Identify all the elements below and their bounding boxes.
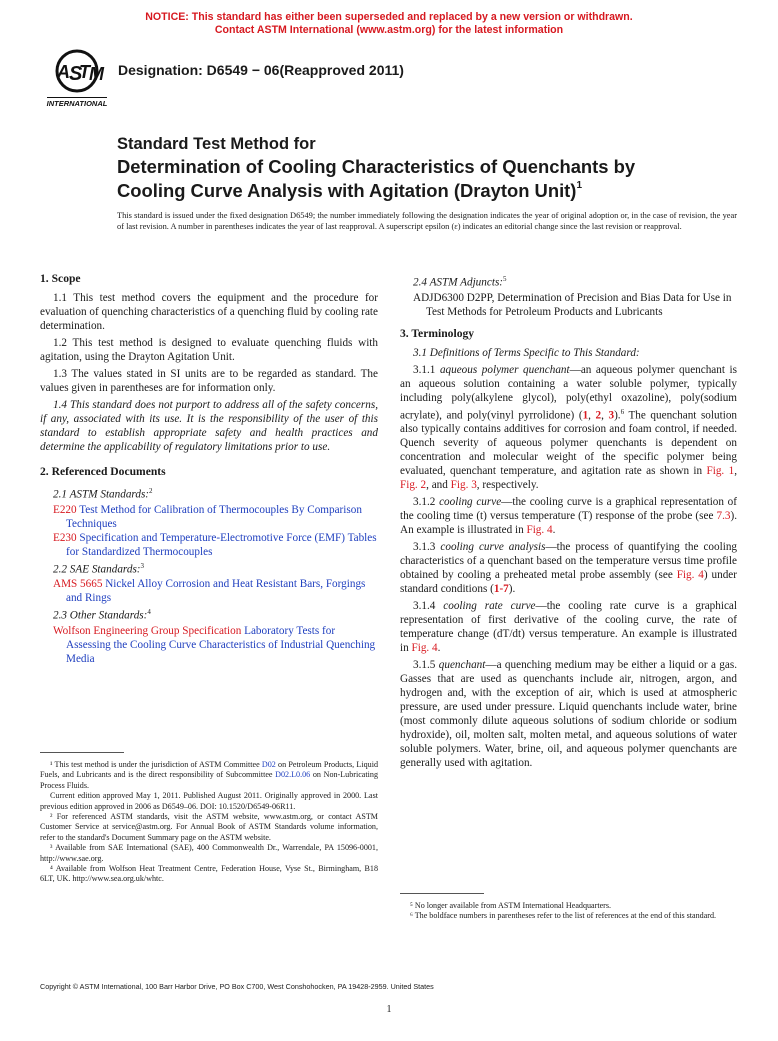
link-wolfson-title[interactable]: Laboratory Tests for Assessing the Cooling Curve Characteristics of Industrial Quenching Media: [66, 625, 376, 666]
footnote-1-current: Current edition approved May 1, 2011. Published August 2011. Originally approved in 2000. Last previous edition approved in 2006 as D6549–06. DOI: 10.1520/D6549-06R11.: [40, 791, 378, 811]
para-1-2: 1.2 This test method is designed to evaluate quenching fluids with agitation, using the Drayton Agitation Unit.: [40, 337, 378, 363]
fig4-link-b[interactable]: Fig. 4: [676, 569, 704, 582]
issued-note: This standard is issued under the fixed designation D6549; the number immediately following the designation indicates the year of original adoption or, in the case of revision, the year of last revision. A number in parentheses indicates the year of last reapproval. A superscript epsilon (ε) indicates an editorial change since the last revision or reapproval.: [117, 211, 737, 231]
para-3-1-4: 3.1.4 cooling rate curve—the cooling rate curve is a graphical representation of first derivative of the cooling curve, the rate of temperature change (dT/dt) versus temperature. An example is illustrated in Fig. 4.: [400, 600, 737, 655]
scope-heading: 1. Scope: [40, 272, 81, 285]
ref-link-3[interactable]: 3: [608, 409, 615, 422]
page-number: 1: [386, 1004, 392, 1015]
ref-e230: [53, 531, 378, 559]
ref-link-2[interactable]: 2: [595, 409, 602, 422]
para-1-4: 1.4 This standard does not purport to address all of the safety concerns, if any, associated with its use. It is the responsibility of the user of this standard to establish appropriate safety and health practices and determine the applicability of regulatory limitations prior to use.: [40, 399, 378, 453]
link-d02-l0-06[interactable]: D02.L0.06: [275, 770, 311, 780]
para-3-1-3: 3.1.3 cooling curve analysis—the process of quantifying the cooling characteristics of a quenchant based on the temperature versus time profile obtained by cooling a preheated metal probe assembly (see Fig. 4) under standard conditions (1-7).: [400, 541, 738, 596]
astm-standards-label: 2.1 ASTM Standards:$^2$: [53, 487, 153, 501]
para-1-3: 1.3 The values stated in SI units are to be regarded as standard. The values given in parentheses are for information only.: [40, 368, 378, 394]
link-e230-title[interactable]: Specification and Temperature-Electromotive Force (EMF) Tables for Standardized Thermocouples: [66, 531, 377, 558]
para-3-1: 3.1 Definitions of Terms Specific to This Standard:: [413, 346, 640, 359]
fig3-link[interactable]: Fig. 3: [450, 479, 477, 492]
footnote-rule-right: [400, 893, 484, 894]
link-wolfson[interactable]: Wolfson Engineering Group Specification: [53, 625, 242, 638]
section-7-3-link[interactable]: 7.3: [716, 510, 731, 523]
logo-text: INTERNATIONAL: [46, 99, 108, 108]
adjunct-adjd6300: ADJD6300 D2PP, Determination of Precision and Bias Data for Use in Test Methods for Petroleum Products and Lubricants: [413, 291, 732, 318]
footnotes-right: [400, 901, 737, 922]
terminology-heading: 3. Terminology: [400, 326, 475, 340]
ref-link-1-7[interactable]: 1-7: [493, 583, 509, 596]
footnote-4: ⁴ Available from Wolfson Heat Treatment Centre, Federation House, Vyse St., Birmingham, B18 6LT, UK. http://www.sea.org.uk/whtc.: [40, 864, 378, 884]
link-ams5665-title[interactable]: Nickel Alloy Corrosion and Heat Resistant Bars, Forgings and Rings: [66, 578, 366, 605]
right-column: [400, 272, 737, 773]
footnote-2: ² For referenced ASTM standards, visit the ASTM website, www.astm.org, or contact ASTM Customer Service at service@astm.org. For Annual Book of ASTM Standards volume information, refer to the standard's Document Summary page on the ASTM website.: [40, 812, 378, 842]
footnote-rule-left: [40, 752, 124, 753]
designation: Designation: D6549 − 06(Reapproved 2011): [118, 62, 404, 78]
notice-line-1: NOTICE: This standard has either been superseded and replaced by a new version or withdrawn.: [145, 11, 633, 23]
para-3-1-2: 3.1.2 cooling curve—the cooling curve is a graphical representation of the cooling time (t) versus temperature (T) response of the probe (see 7.3). An example is illustrated in Fig. 4.: [400, 496, 737, 537]
para-3-1-1: 3.1.1 aqueous polymer quenchant—an aqueous polymer quenchant is an aqueous solution containing a water soluble polymer, typically including poly(alkylene glycol), poly(ethyl oxazoline), poly(sodium acrylate), and poly(vinyl pyrrolidone) (1, 2, 3).$^6$ The quenchant solution also typically contains additives for corrosion and foam control, if needed. Quench severity of aqueous polymer quenchants is dependent on concentration and molecular weight of the specific polymer being evaluated, quenchant temperature, and agitation rate as shown in Fig. 1, Fig. 2, and Fig. 3, respectively.: [400, 363, 738, 492]
link-e220[interactable]: E220: [53, 503, 77, 516]
footnote-3: ³ Available from SAE International (SAE), 400 Commonwealth Dr., Warrendale, PA 15096-0001, http://www.sae.org.: [40, 843, 378, 863]
svg-text:T: T: [79, 62, 90, 82]
footnote-6: ⁶ The boldface numbers in parentheses refer to the list of references at the end of this standard.: [410, 911, 717, 921]
copyright-footer: Copyright © ASTM International, 100 Barr Harbor Drive, PO Box C700, West Conshohocken, PA 19428-2959. United States: [40, 982, 434, 991]
title-line-3: Cooling Curve Analysis with Agitation (Drayton Unit)$^1$: [117, 180, 582, 202]
para-3-1-5: 3.1.5 quenchant—a quenching medium may be either a liquid or a gas. Gasses that are used as quenchants include air, nitrogen, argon, and hydrogen and, with the exception of air, which is used at atmospheric pressure, are used under pressure. Liquid quenchants include water, brine (most commonly dilute aqueous solutions of sodium chloride or sodium hydroxide), oil, molten salt, molten metal, and aqueous solutions of water soluble polymers. Water, brine, oil, and aqueous polymer quenchants are generally used with agitation.: [400, 659, 737, 770]
astm-logo-icon: [45, 45, 109, 109]
footnote-1: ¹ This test method is under the jurisdiction of ASTM Committee D02 on Petroleum Products, Liquid Fuels, and Lubricants and is the direct responsibility of Subcommittee D02.L0.06 on Non-Lubricating Process Fluids.: [40, 760, 378, 790]
ref-link-1[interactable]: 1: [582, 409, 589, 422]
svg-text:A: A: [57, 62, 70, 82]
ref-ams5665: [53, 577, 378, 605]
fig1-link[interactable]: Fig. 1: [706, 465, 735, 478]
other-standards-label: 2.3 Other Standards:$^4$: [53, 608, 151, 623]
adjuncts-label: 2.4 ASTM Adjuncts:$^5$: [413, 275, 507, 289]
svg-text:S: S: [69, 63, 83, 85]
sae-standards-label: 2.2 SAE Standards:$^3$: [53, 561, 145, 576]
title-line-2: Determination of Cooling Characteristics of Quenchants by: [117, 155, 636, 177]
link-ams5665[interactable]: AMS 5665: [53, 578, 103, 591]
footnotes-left: [40, 760, 378, 885]
title-line-1: Standard Test Method for: [117, 135, 316, 153]
ref-wolfson: [53, 624, 378, 666]
refdocs-heading: 2. Referenced Documents: [40, 465, 166, 478]
withdrawal-notice: [0, 11, 778, 36]
fig4-link-c[interactable]: Fig. 4: [411, 642, 438, 655]
link-e230[interactable]: E230: [53, 531, 77, 544]
link-d02[interactable]: D02: [261, 760, 276, 769]
document-title: [117, 134, 737, 202]
left-column: [40, 272, 378, 666]
fig2-link[interactable]: Fig. 2: [400, 479, 427, 492]
svg-text:M: M: [89, 64, 104, 84]
link-e220-title[interactable]: Test Method for Calibration of Thermocouples By Comparison Techniques: [66, 503, 362, 530]
para-1-1: 1.1 This test method covers the equipment and the procedure for evaluation of quenching characteristics of a quenching fluid by cooling rate determination.: [40, 292, 378, 332]
fig4-link-a[interactable]: Fig. 4: [526, 524, 553, 537]
notice-line-2: Contact ASTM International (www.astm.org) for the latest information: [214, 23, 564, 36]
ref-e220: [53, 503, 378, 531]
footnote-5: ⁵ No longer available from ASTM International Headquarters.: [410, 901, 612, 910]
